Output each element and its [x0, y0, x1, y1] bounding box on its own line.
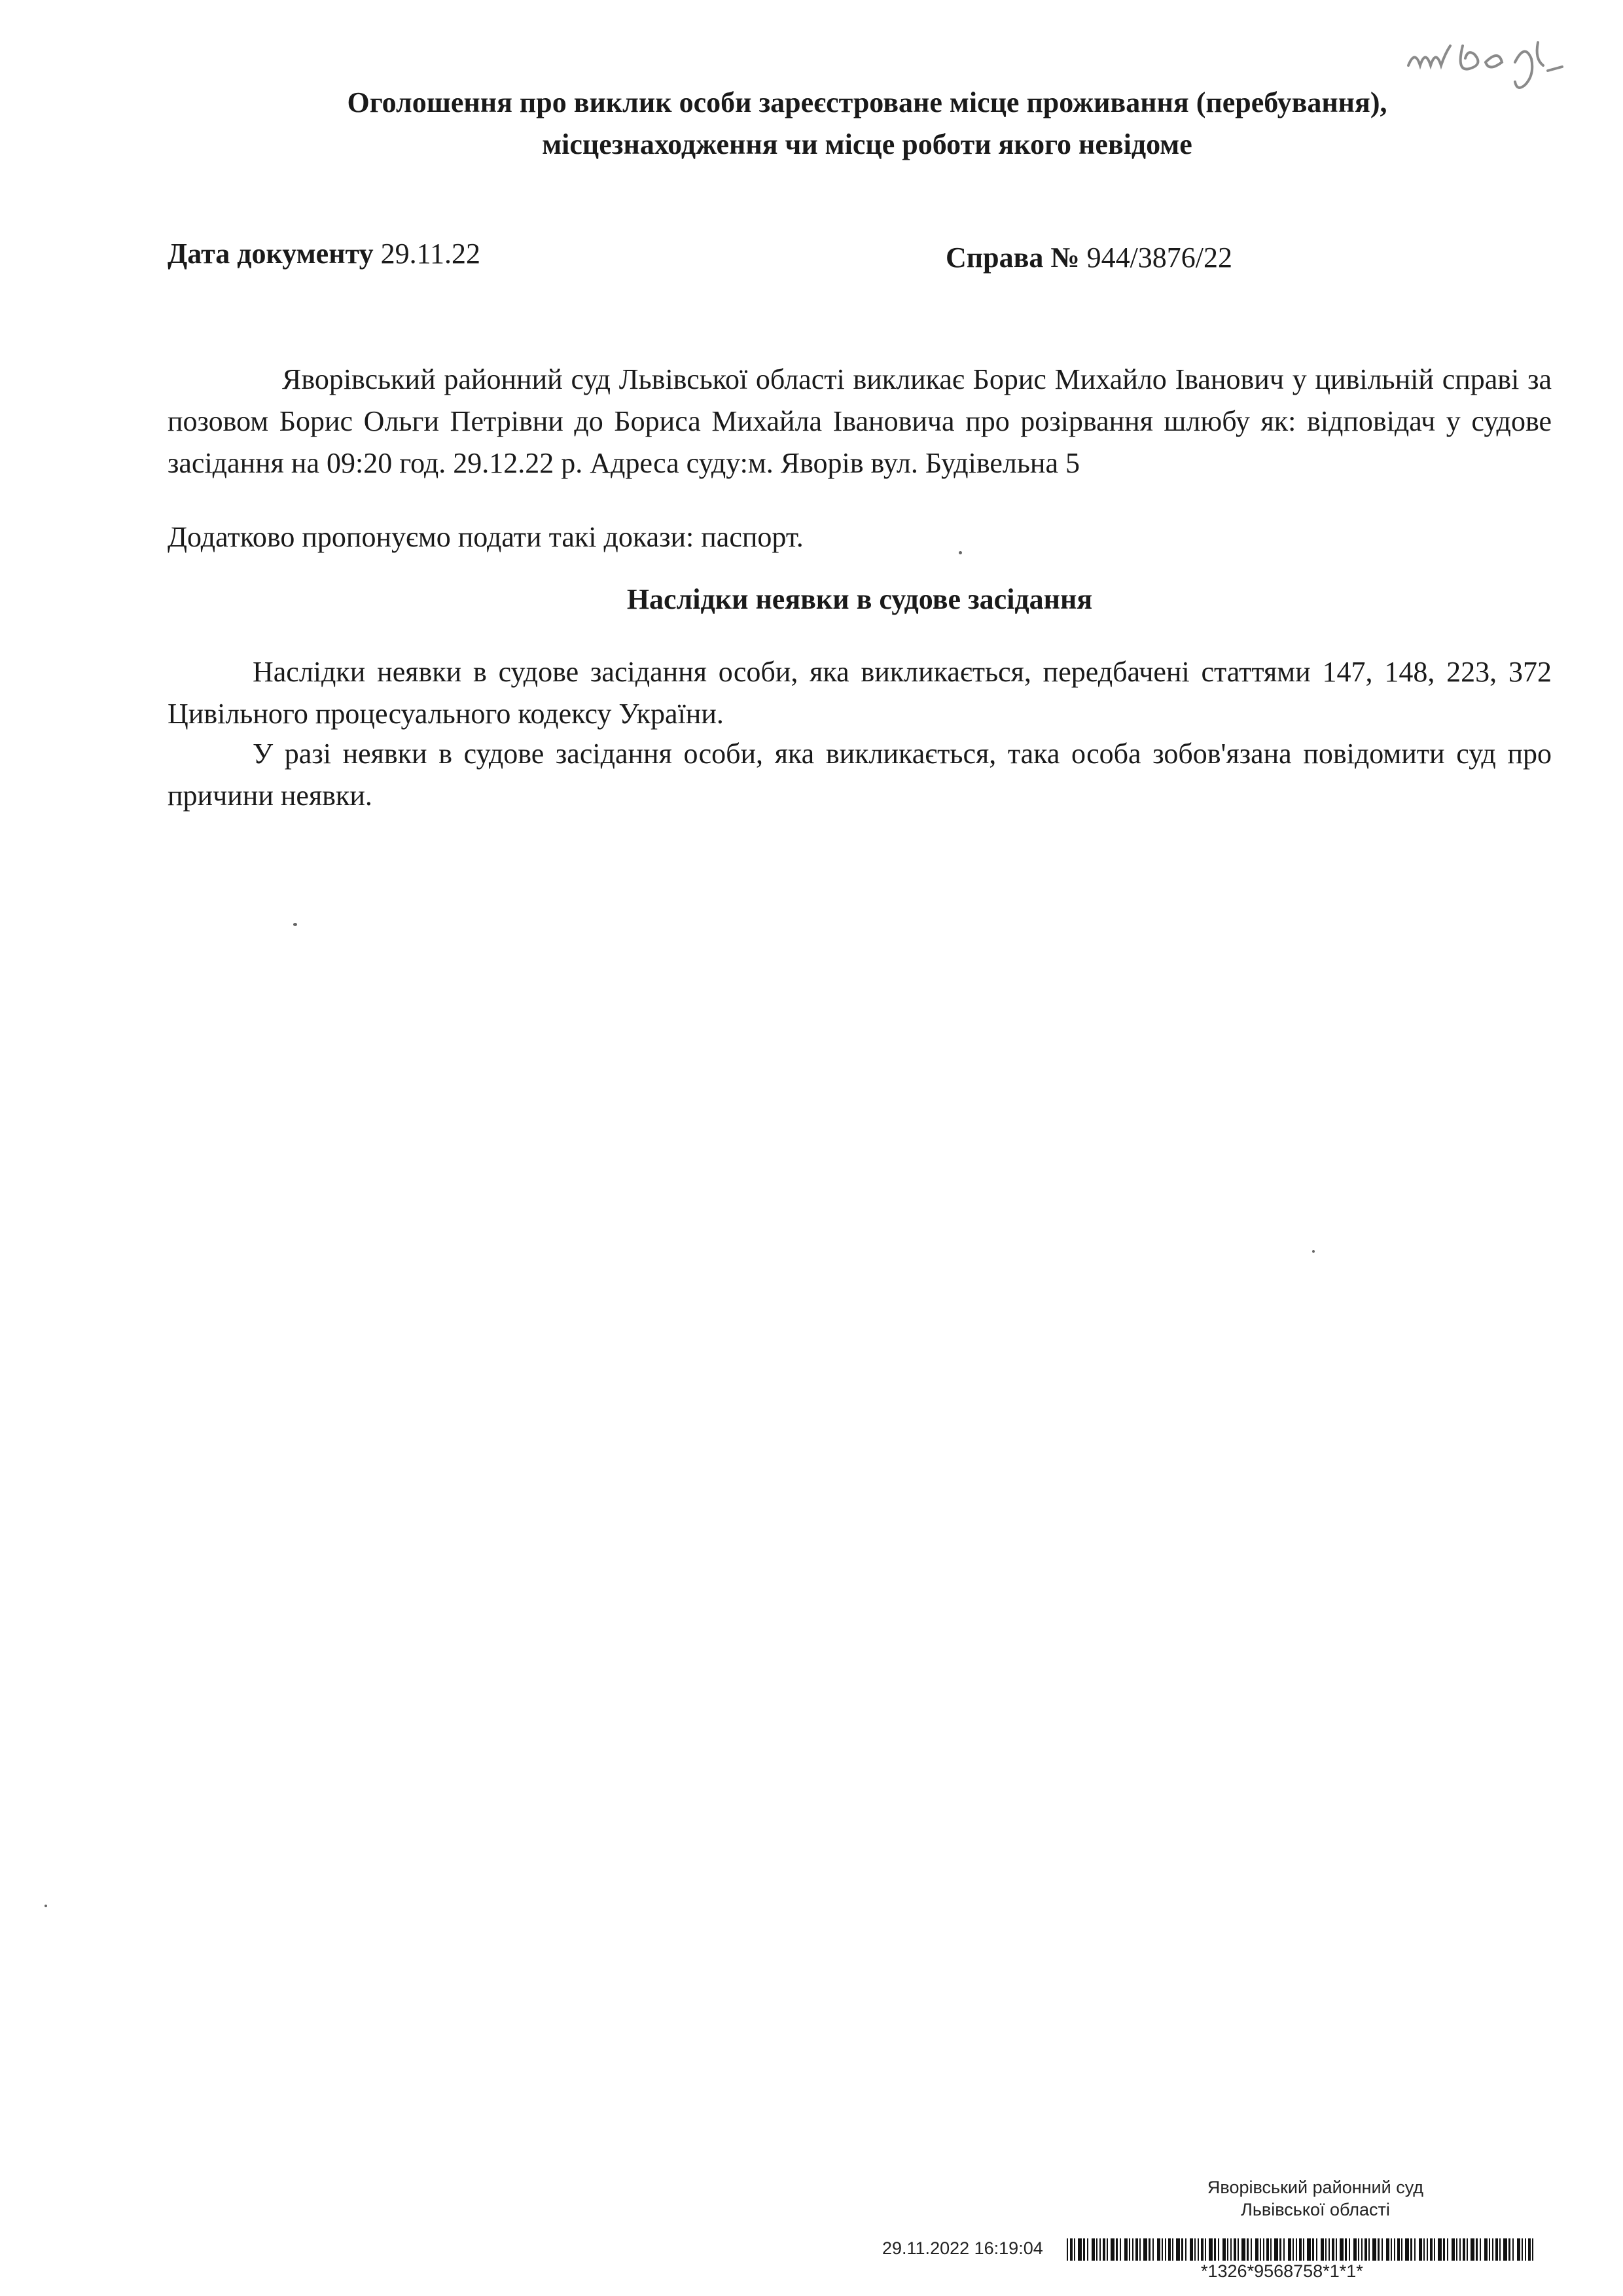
stamp-court-line-2: Львівської області [1241, 2200, 1390, 2219]
date-label: Дата документу [168, 238, 374, 270]
barcode-bar [1336, 2238, 1337, 2261]
title-line-1: Оголошення про виклик особи зареєстроване місце проживання (перебування), [347, 86, 1387, 118]
barcode-bar [1135, 2238, 1138, 2261]
barcode-bar [1165, 2238, 1166, 2261]
scan-speck [1312, 1250, 1315, 1253]
barcode-bar [1438, 2238, 1442, 2261]
barcode-bar [1190, 2238, 1193, 2261]
barcode-bar [1405, 2238, 1409, 2261]
barcode-bar [1152, 2238, 1154, 2261]
barcode-bar [1434, 2238, 1435, 2261]
barcode-bar [1139, 2238, 1141, 2261]
barcode-bar [1078, 2238, 1082, 2261]
barcode-bar [1296, 2238, 1297, 2261]
barcode-bar [1495, 2238, 1498, 2261]
scan-speck [959, 551, 962, 554]
barcode-bar [1345, 2238, 1347, 2261]
barcode-bar [1124, 2238, 1128, 2261]
barcode-bar [1283, 2238, 1285, 2261]
barcode-bar [1103, 2238, 1105, 2261]
barcode-bar [1234, 2238, 1236, 2261]
barcode-bar [1382, 2238, 1383, 2261]
barcode-bar [1499, 2238, 1501, 2261]
barcode-bar [1270, 2238, 1272, 2261]
barcode-bar [1067, 2238, 1068, 2261]
barcode-bar [1489, 2238, 1490, 2261]
barcode-bar [1423, 2238, 1425, 2261]
stamp-court-line-1: Яворівський районний суд [1207, 2178, 1424, 2197]
barcode-bar [1107, 2238, 1108, 2261]
barcode-bar [1222, 2238, 1226, 2261]
barcode-bar [1312, 2238, 1314, 2261]
barcode-bar [1214, 2238, 1216, 2261]
stamp-timestamp: 29.11.2022 16:19:04 [882, 2238, 1043, 2258]
barcode-bar [1364, 2238, 1367, 2261]
barcode-bar [1386, 2238, 1389, 2261]
barcode-bar [1288, 2238, 1291, 2261]
barcode-bar [1143, 2238, 1147, 2261]
barcode-bar [1218, 2238, 1219, 2261]
scan-speck [293, 923, 297, 926]
case-number [946, 241, 1232, 274]
barcode-bar [1157, 2238, 1160, 2261]
document-title [164, 82, 1571, 166]
obligation-text: У разі неявки в судове засідання особи, яка викликається, така особа зобов'язана повідомити суд про причини неявки. [168, 738, 1552, 812]
barcode-bar [1522, 2238, 1523, 2261]
barcode-bar [1181, 2238, 1183, 2261]
barcode-bar [1230, 2238, 1232, 2261]
barcode-bar [1132, 2238, 1133, 2261]
barcode-bar [1316, 2238, 1317, 2261]
barcode-bar [1512, 2238, 1514, 2261]
consequences-heading: Наслідки неявки в судове засідання [626, 583, 1093, 615]
barcode-bar [1391, 2238, 1392, 2261]
barcode-bar [1325, 2238, 1327, 2261]
barcode-bar [1194, 2238, 1196, 2261]
barcode-bar [1241, 2238, 1245, 2261]
barcode-bar [1368, 2238, 1370, 2261]
consequences-text: Наслідки неявки в судове засідання особи, яка викликається, передбачені статтями 147, 148, 223, 372 Цивільного процесуального кодексу України. [168, 656, 1552, 730]
obligation-paragraph [168, 733, 1552, 817]
consequences-paragraph [168, 651, 1552, 735]
barcode-bar [1299, 2238, 1302, 2261]
barcode-bar [1205, 2238, 1206, 2261]
barcode-bar [1372, 2238, 1376, 2261]
barcode-bar [1255, 2238, 1258, 2261]
summons-text: Яворівський районний суд Львівської області викликає Борис Михайло Іванович у цивільній справі за позовом Борис Ольги Петрівни до Бориса Михайла Івановича про розірвання шлюбу як: відповідач у судове засідання на 09:20 год. 29.12.22 р. Адреса суду:м. Яворів вул. Будівельна 5 [168, 363, 1552, 479]
barcode-bar [1307, 2238, 1311, 2261]
barcode-bar [1476, 2238, 1478, 2261]
barcode-bar [1274, 2238, 1278, 2261]
barcode-bar [1227, 2238, 1228, 2261]
barcode-bar [1266, 2238, 1269, 2261]
barcode-bar [1293, 2238, 1294, 2261]
barcode-bar [1260, 2238, 1261, 2261]
stamp-code: *1326*9568758*1*1* [1201, 2261, 1363, 2281]
barcode-bar [1251, 2238, 1252, 2261]
barcode-bar [1503, 2238, 1507, 2261]
barcode-bar [1401, 2238, 1402, 2261]
barcode-bar [1443, 2238, 1445, 2261]
barcode-bar [1358, 2238, 1359, 2261]
barcode-bar [1111, 2238, 1115, 2261]
summons-paragraph [168, 359, 1552, 484]
barcode-bar [1414, 2238, 1416, 2261]
date-value: 29.11.22 [380, 238, 480, 270]
barcode-bar [1508, 2238, 1510, 2261]
barcode [1067, 2238, 1538, 2261]
barcode-bar [1394, 2238, 1395, 2261]
barcode-bar [1329, 2238, 1330, 2261]
barcode-bar [1378, 2238, 1380, 2261]
barcode-bar [1467, 2238, 1468, 2261]
barcode-bar [1247, 2238, 1249, 2261]
barcode-bar [1492, 2238, 1493, 2261]
registration-stamp [851, 2176, 1544, 2294]
barcode-bar [1198, 2238, 1199, 2261]
barcode-bar [1185, 2238, 1186, 2261]
barcode-bar [1096, 2238, 1097, 2261]
barcode-bar [1525, 2238, 1526, 2261]
barcode-bar [1263, 2238, 1264, 2261]
case-label: Справа № [946, 242, 1080, 274]
barcode-bar [1517, 2238, 1520, 2261]
barcode-bar [1209, 2238, 1213, 2261]
barcode-bar [1397, 2238, 1400, 2261]
barcode-bar [1430, 2238, 1433, 2261]
barcode-bar [1083, 2238, 1085, 2261]
barcode-bar [1353, 2238, 1357, 2261]
barcode-bar [1303, 2238, 1304, 2261]
barcode-bar [1279, 2238, 1281, 2261]
evidence-line: Додатково пропонуємо подати такі докази: паспорт. [168, 521, 804, 553]
barcode-bar [1361, 2238, 1363, 2261]
barcode-bar [1532, 2238, 1533, 2261]
barcode-bar [1176, 2238, 1180, 2261]
stamp-court [1191, 2176, 1440, 2221]
barcode-bar [1116, 2238, 1118, 2261]
barcode-bar [1099, 2238, 1101, 2261]
barcode-bar [1452, 2238, 1455, 2261]
barcode-bar [1332, 2238, 1334, 2261]
barcode-bar [1419, 2238, 1422, 2261]
barcode-bar [1528, 2238, 1531, 2261]
barcode-bar [1092, 2238, 1095, 2261]
case-value: 944/3876/22 [1086, 242, 1233, 274]
barcode-bar [1238, 2238, 1239, 2261]
document-date [168, 237, 480, 270]
barcode-bar [1321, 2238, 1324, 2261]
barcode-bar [1120, 2238, 1121, 2261]
barcode-bar [1471, 2238, 1474, 2261]
barcode-bar [1070, 2238, 1073, 2261]
barcode-bar [1172, 2238, 1173, 2261]
barcode-bar [1463, 2238, 1465, 2261]
barcode-bar [1340, 2238, 1344, 2261]
barcode-bar [1427, 2238, 1428, 2261]
barcode-bar [1456, 2238, 1457, 2261]
barcode-bar [1201, 2238, 1204, 2261]
barcode-bar [1459, 2238, 1461, 2261]
barcode-bar [1410, 2238, 1412, 2261]
title-line-2: місцезнаходження чи місце роботи якого невідоме [542, 128, 1192, 160]
barcode-bar [1149, 2238, 1150, 2261]
barcode-bar [1129, 2238, 1130, 2261]
barcode-bar [1447, 2238, 1448, 2261]
barcode-bar [1074, 2238, 1075, 2261]
barcode-bar [1349, 2238, 1350, 2261]
scan-speck [45, 1905, 47, 1907]
barcode-bar [1087, 2238, 1088, 2261]
barcode-bar [1162, 2238, 1163, 2261]
barcode-bar [1168, 2238, 1171, 2261]
barcode-bar [1480, 2238, 1481, 2261]
barcode-bar [1484, 2238, 1488, 2261]
